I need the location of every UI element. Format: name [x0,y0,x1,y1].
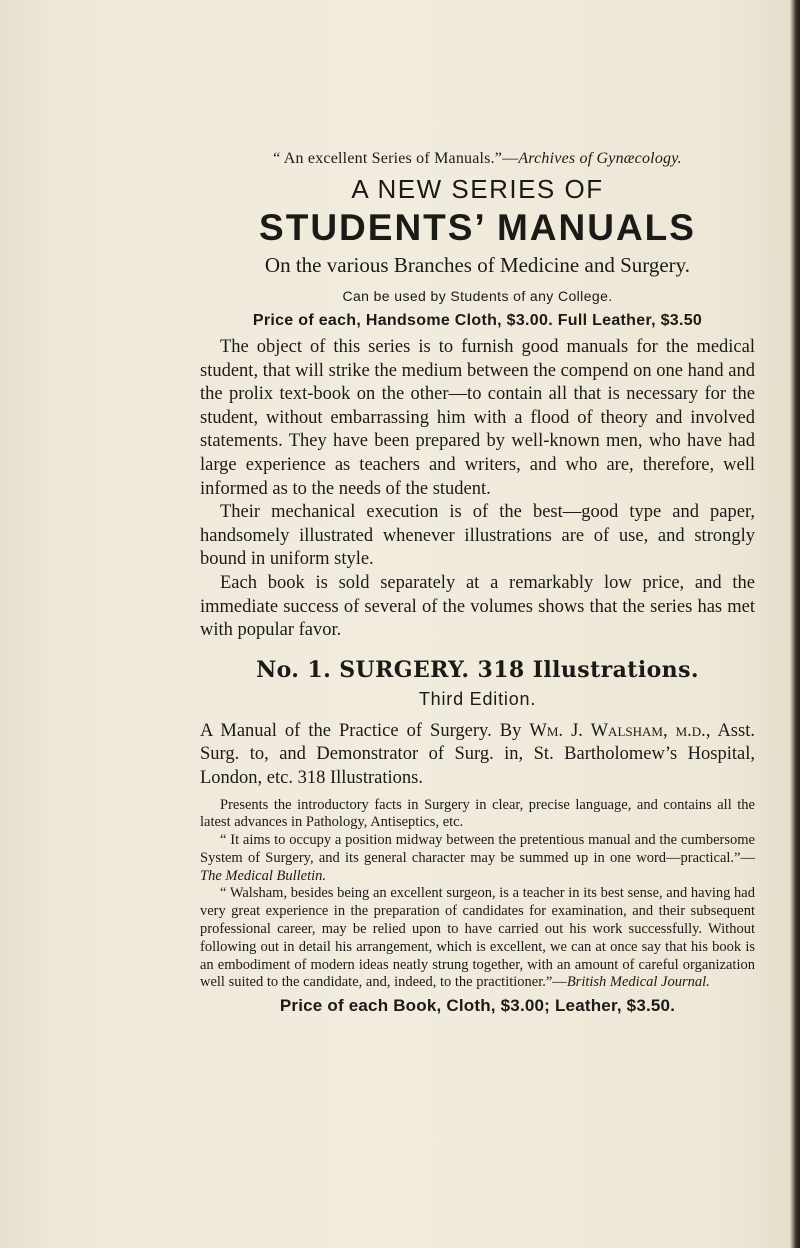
book-description-intro: A Manual of the Practice of Surgery. By [200,720,530,741]
review-2-text: “ Walsham, besides being an excellent surgeon, is a teacher in its best sense, and having had very great experience in the preparation of candidates for examination, and their subsequent professional career, may be relied upon to have carried out his work successfully. Without following out in detail his arrangement, which is excellent, we can at once say that his book is an embodiment of modern ideas neatly strung together, with an amount of careful organization well suited to the candidate, and, indeed, to the practitioner.”— [200,885,755,991]
book-author: Wm. J. Walsham, m.d. [529,720,706,741]
review-1-text: “ It aims to occupy a position midway between the pretentious manual and the cumbersome System of Surgery, and its general character may be summed up in one word—practical.”— [200,832,755,866]
review-1 [200,832,755,885]
book-heading: No. 1. SURGERY. 318 Illustrations. [256,656,699,683]
header-quote-source: Archives of Gynæcology. [518,150,682,167]
header-quote [200,150,755,168]
review-2-source: British Medical Journal. [566,974,710,991]
intro-paragraph-2: Their mechanical execution is of the best—good type and paper, handsomely illustrated whenever illustrations are of use, and strongly bound in uniform style. [200,502,755,570]
book-description [200,720,755,791]
college-note: Can be used by Students of any College. [342,288,613,304]
header-quote-text: “ An excellent Series of Manuals.”— [273,150,519,167]
intro-paragraph-1: The object of this series is to furnish good manuals for the medical student, that will strike the medium between the compend on one hand and the prolix text-book on the other—to contain all that is necessary for the student, without embarrassing him with a flood of theory and involved statements. They have been prepared by well-known men, who have had large experience as teachers and writers, and who are, therefore, well informed as to the needs of the student. [200,337,755,499]
review-2 [200,885,755,992]
advertisement-column [200,150,755,1016]
page-edge-shadow [790,0,800,1248]
book-edition: Third Edition. [418,688,537,709]
series-subtitle: On the various Branches of Medicine and Surgery. [264,253,691,277]
review-1-source: The Medical Bulletin. [200,867,327,884]
book-price: Price of each Book, Cloth, $3.00; Leather, $3.50. [279,996,676,1016]
series-price: Price of each, Handsome Cloth, $3.00. Full Leather, $3.50 [252,312,703,329]
book-summary: Presents the introductory facts in Surgery in clear, precise language, and contains all the latest advances in Pathology, Antiseptics, etc. [200,796,755,831]
series-intro-line: A NEW SERIES OF [351,174,604,204]
book-description-details: , Asst. Surg. to, and Demonstrator of Surg. in, St. Bartholomew’s Hospital, London, etc. 318 Illustrations. [200,720,755,788]
series-title: STUDENTS’ MANUALS [259,207,696,248]
intro-paragraph-3: Each book is sold separately at a remarkably low price, and the immediate success of several of the volumes shows that the series has met with popular favor. [200,572,755,641]
